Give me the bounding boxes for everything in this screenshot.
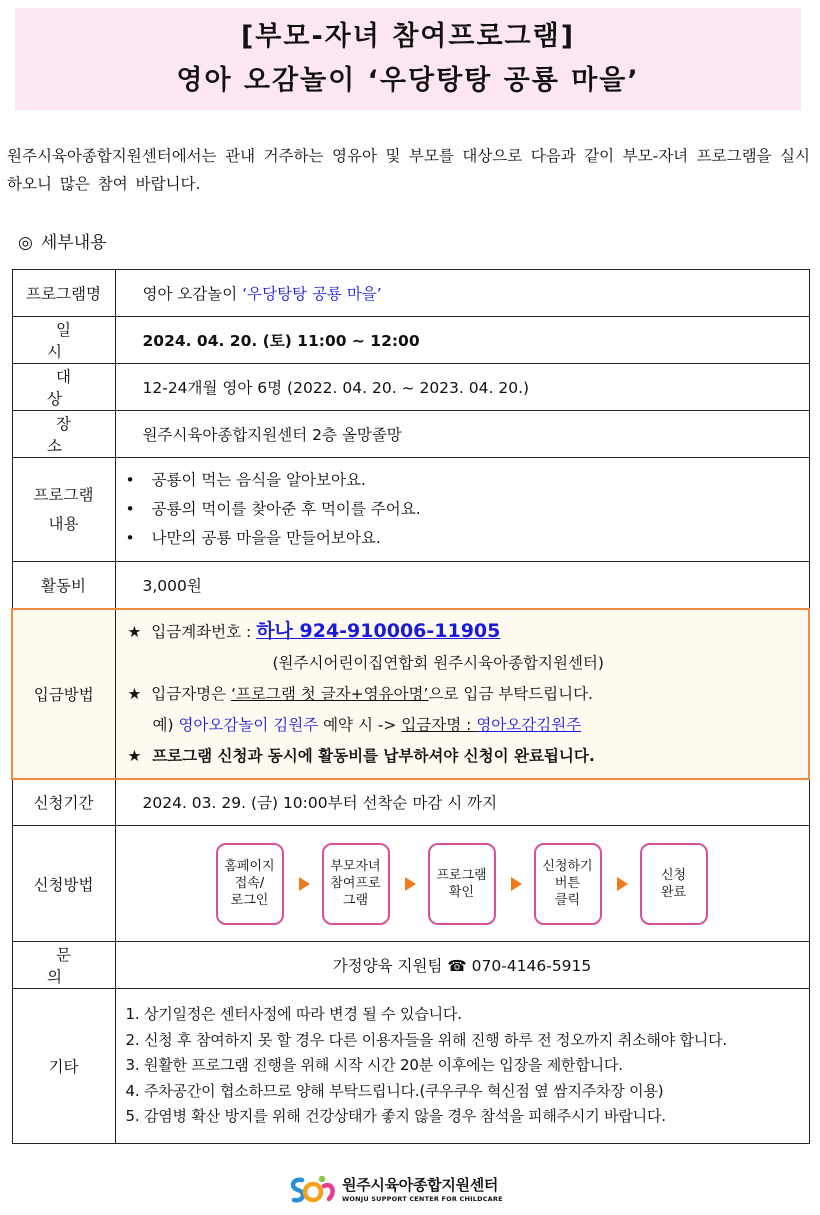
intro-text: 원주시육아종합지원센터에서는 관내 거주하는 영유아 및 부모를 대상으로 다음과 같이 부모-자녀 프로그램을 실시하오니 많은 참여 바랍니다. <box>7 147 810 193</box>
title-line2: 영아 오감놀이 ‘우당탕탕 공룡 마을’ <box>176 65 640 96</box>
step-text: 부모자녀 <box>330 859 381 874</box>
step-parent-child-program <box>322 843 390 925</box>
label-content-line2: 내용 <box>48 514 79 533</box>
content-item: • 공룡이 먹는 음식을 알아보아요. <box>126 466 809 495</box>
value-period: 2024. 03. 29. (금) 10:00부터 선착순 마감 시 까지 <box>115 779 809 826</box>
step-text: 확인 <box>448 884 475 900</box>
step-text: 그램 <box>342 893 369 908</box>
depositor-line <box>128 679 809 710</box>
apply-steps <box>116 843 809 925</box>
step-text: 접속/ <box>234 876 265 891</box>
step-text: 로그인 <box>230 893 269 908</box>
payment-notice <box>128 741 809 772</box>
row-place <box>12 411 809 458</box>
label-payment: 입금방법 <box>12 609 115 779</box>
etc-item: 5. 감염병 확산 방지를 위해 건강상태가 좋지 않을 경우 참석을 피해주시기 바랍니다. <box>125 1107 666 1126</box>
label-period: 신청기간 <box>12 779 115 826</box>
example-name: 영아오감놀이 김원주 <box>178 715 319 734</box>
label-datetime <box>12 317 115 364</box>
step-text: 버튼 <box>554 876 581 891</box>
step-complete <box>640 843 708 925</box>
row-period <box>12 779 809 826</box>
example-mid: 예약 시 -> <box>318 715 402 734</box>
step-text: 신청 <box>660 867 687 883</box>
depositor-suffix: 으로 입금 부탁드립니다. <box>428 684 593 703</box>
arrow-right-icon <box>617 877 628 891</box>
example-line <box>128 710 809 741</box>
row-payment <box>12 609 809 779</box>
section-label: 세부내용 <box>40 233 107 253</box>
org-name-en: WONJU SUPPORT CENTER FOR CHILDCARE <box>342 1195 503 1203</box>
arrow-right-icon <box>511 877 522 891</box>
label-place <box>12 411 115 458</box>
step-text: 홈페이지 <box>224 859 275 874</box>
arrow-right-icon <box>299 877 310 891</box>
center-logo-icon <box>288 1172 338 1208</box>
row-datetime <box>12 317 809 364</box>
etc-item: 2. 신청 후 참여하지 못 할 경우 다른 이용자들을 위해 진행 하루 전 정오까지 취소해야 합니다. <box>125 1030 727 1049</box>
account-line <box>128 616 809 648</box>
value-payment <box>115 609 809 779</box>
value-datetime: 2024. 04. 20. (토) 11:00 ~ 12:00 <box>115 317 809 364</box>
label-inquiry <box>12 942 115 989</box>
label-content <box>12 458 115 562</box>
step-text: 완료 <box>660 884 687 900</box>
label-target-text: 대 상 <box>47 368 89 408</box>
etc-list <box>122 1002 809 1130</box>
footer-logo <box>288 1170 503 1210</box>
label-etc: 기타 <box>12 989 115 1144</box>
label-inquiry-text: 문 의 <box>47 946 89 986</box>
example-value: 영아오감김원주 <box>476 715 582 734</box>
account-prefix: 입금계좌번호 : <box>151 622 257 641</box>
account-holder: (원주시어린이집연합회 원주시육아종합지원센터) <box>272 653 604 672</box>
etc-item: 3. 원활한 프로그램 진행을 위해 시작 시간 20분 이후에는 입장을 제한합니다. <box>125 1056 623 1075</box>
step-text: 프로그램 <box>436 867 487 883</box>
row-target <box>12 364 809 411</box>
star-icon: ★ <box>127 622 142 641</box>
step-text: 신청하기 <box>542 859 593 874</box>
section-mark-icon: ◎ <box>18 233 33 253</box>
label-fee: 활동비 <box>12 562 115 609</box>
value-content <box>115 458 809 562</box>
step-program-check <box>428 843 496 925</box>
logo-text <box>342 1176 503 1204</box>
value-place: 원주시육아종합지원센터 2층 올망졸망 <box>115 411 809 458</box>
depositor-prefix: 입금자명은 <box>151 684 232 703</box>
value-inquiry: 가정양육 지원팀 ☎ 070-4146-5915 <box>115 942 809 989</box>
arrow-right-icon <box>405 877 416 891</box>
row-etc <box>12 989 809 1144</box>
row-program-name <box>12 270 809 317</box>
step-click-apply <box>534 843 602 925</box>
section-heading <box>18 230 107 256</box>
content-item: • 나만의 공룡 마을을 만들어보아요. <box>126 524 809 553</box>
payment-notice-text: 프로그램 신청과 동시에 활동비를 납부하셔야 신청이 완료됩니다. <box>152 746 595 765</box>
row-method <box>12 826 809 942</box>
detail-table <box>11 269 810 1144</box>
step-text: 클릭 <box>554 893 581 908</box>
org-name-ko: 원주시육아종합지원센터 <box>342 1176 499 1194</box>
label-target <box>12 364 115 411</box>
value-fee: 3,000원 <box>115 562 809 609</box>
depositor-rule: ‘프로그램 첫 글자+영유아명’ <box>231 684 429 703</box>
account-number: 하나 924-910006-11905 <box>256 619 501 642</box>
value-method <box>115 826 809 942</box>
example-prefix: 예) <box>152 715 179 734</box>
example-label: 입금자명 : <box>401 715 477 734</box>
star-icon: ★ <box>127 746 142 765</box>
step-text: 참여프로 <box>330 876 381 891</box>
label-content-line1: 프로그램 <box>33 485 94 504</box>
row-content <box>12 458 809 562</box>
row-fee <box>12 562 809 609</box>
program-name-highlight: ‘우당탕탕 공룡 마을’ <box>242 285 382 303</box>
value-program-name <box>115 270 809 317</box>
content-list <box>116 466 809 553</box>
value-etc <box>115 989 809 1144</box>
row-inquiry <box>12 942 809 989</box>
star-icon: ★ <box>127 684 142 703</box>
title-banner <box>15 8 801 110</box>
title-line1: [부모-자녀 참여프로그램] <box>240 21 576 52</box>
value-target: 12-24개월 영아 6명 (2022. 04. 20. ~ 2023. 04. 20.) <box>115 364 809 411</box>
label-program-name: 프로그램명 <box>12 270 115 317</box>
label-place-text: 장 소 <box>47 415 89 455</box>
etc-item: 4. 주차공간이 협소하므로 양해 부탁드립니다.(쿠우쿠우 혁신점 옆 쌈지주차장 이용) <box>125 1081 664 1100</box>
etc-item: 1. 상기일정은 센터사정에 따라 변경 될 수 있습니다. <box>125 1005 462 1024</box>
label-datetime-text: 일 시 <box>47 321 89 361</box>
program-name-prefix: 영아 오감놀이 <box>142 285 243 303</box>
label-method: 신청방법 <box>12 826 115 942</box>
step-homepage-login <box>216 843 284 925</box>
content-item: • 공룡의 먹이를 찾아준 후 먹이를 주어요. <box>126 495 809 524</box>
